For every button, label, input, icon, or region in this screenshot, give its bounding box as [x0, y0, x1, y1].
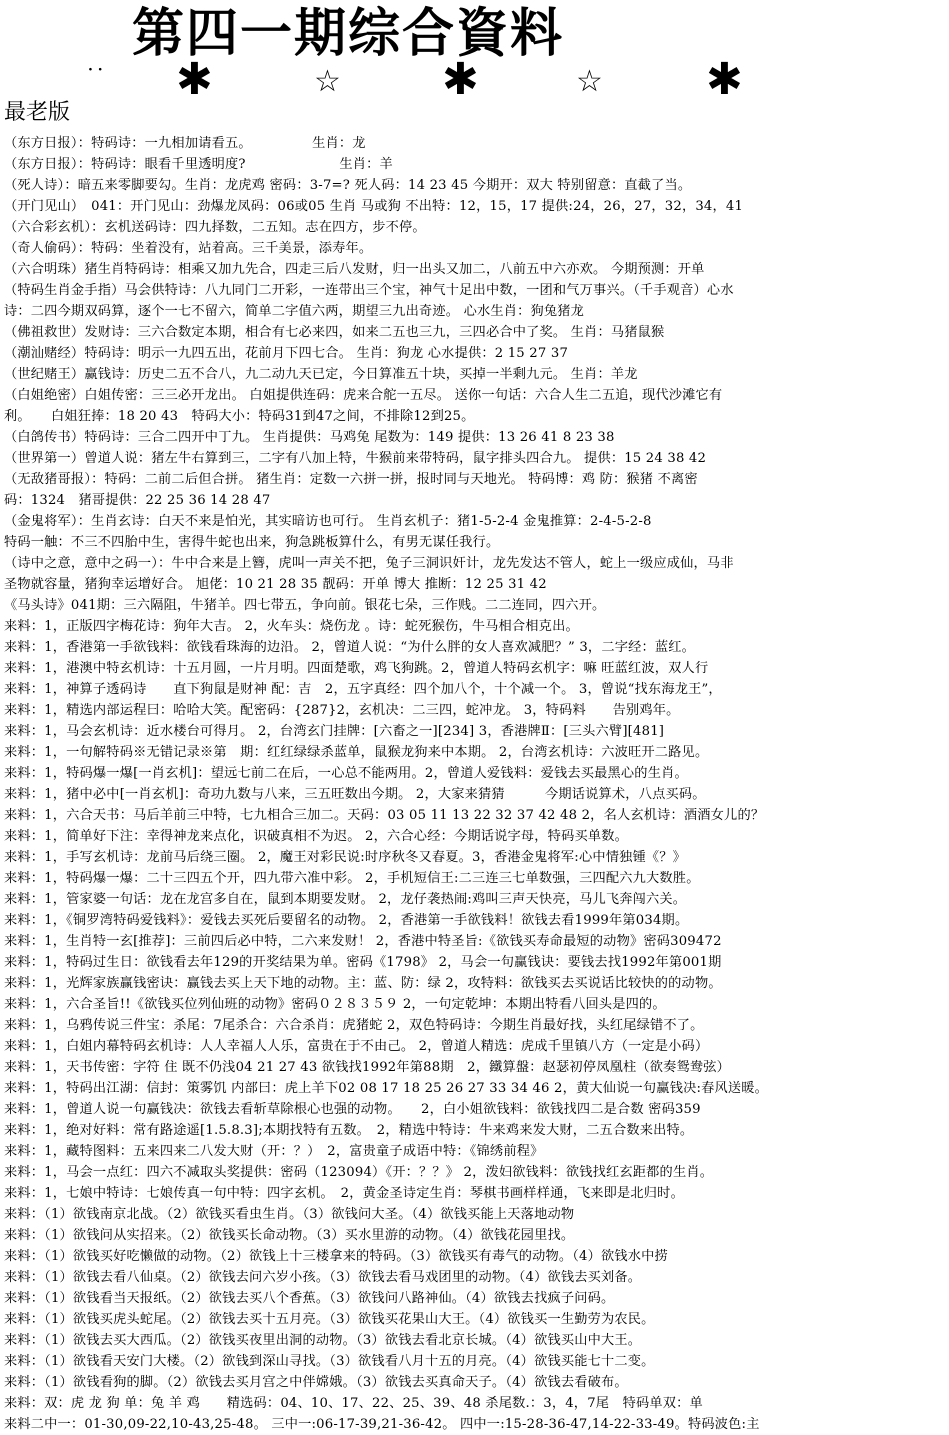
text-line: 来料：1，管家婆一句话：龙在龙宫多自在，鼠到本期要发财。 2，龙仔袭热闹:鸡叫三声天快亮，马儿飞奔闯六关。	[4, 892, 687, 907]
text-line: （东方日报）：特码诗：眼看千里透明度? 生肖：羊	[4, 157, 393, 172]
text-line: （佛祖救世）发财诗：三六合数定本期，相合有七必来四，如来二五也三九，三四必合中了奖。 生肖：马猪鼠猴	[4, 325, 665, 340]
text-line: 来料：1，曾道人说一句赢钱决：欲钱去看斩草除根心也强的动物。 2，白小姐欲钱料：欲钱找四二是合数 密码359	[4, 1102, 701, 1117]
text-line: （世界第一）曾道人说：猪左牛右算到三，二字有八加上特，牛猴前来带特码，鼠字排头四合九。 提供：15 24 38 42	[4, 451, 707, 466]
text-line: 来料：1，正版四字梅花诗：狗年大吉。 2，火车头：烧伤龙 。诗：蛇死猴伤，牛马相合相克出。	[4, 619, 579, 634]
asterisk-icon: ✱	[442, 54, 479, 105]
text-line: （死人诗）：暗五来零脚要勾。生肖：龙虎鸡 密码：3-7=? 死人码：14 23 45 今期开：双大 特别留意：直截了当。	[4, 178, 692, 193]
text-line: 来料：1，手写玄机诗：龙前马后绕三圈。 2，魔王对彩民说:时序秋冬又春夏。3，香港金鬼将军:心中情独锺《？》	[4, 850, 687, 865]
text-line: 来料：（1）欲钱问从实招来。（2）欲钱买长命动物。（3）买水里游的动物。（4）欲钱花园里找。	[4, 1228, 575, 1243]
text-line: 利。 白姐狂捧：18 20 43 特码大小：特码31到47之间，不排除12到25。	[4, 409, 475, 424]
text-line: （无敌猪哥报）：特码：二前二后但合拼。 猪生肖：定数一六拼一拼，报时同与天地光。 特码博：鸡 防：猴猪 不离密	[4, 472, 698, 487]
text-line: 来料：（1）欲钱南京北战。（2）欲钱买看虫生肖。（3）欲钱问大圣。（4）欲钱买能上天落地动物	[4, 1207, 575, 1222]
text-line: （六合明珠）猪生肖特码诗：相乘又加九先合，四走三后八发财，归一出头又加二，八前五中六亦欢。 今期预测：开单	[4, 262, 705, 277]
text-line: 来料：1，六合天书：马后羊前三中特，七九相合三加二。天码：03 05 11 13 22 32 37 42 48 2，名人玄机诗：酒酒女儿的？	[4, 808, 765, 823]
text-line: 来料：1，乌鸦传说三件宝：杀尾：7尾杀合：六合杀肖：虎猪蛇 2，双色特码诗：今期生肖最好找，头红尾绿错不了。	[4, 1018, 704, 1033]
text-line: 特码一触：不三不四胎中生，害得牛蛇也出来，狗急跳板算什么，有男无谋任我行。	[4, 535, 500, 550]
text-line: 来料：双：虎 龙 狗 单：兔 羊 鸡 精选码：04、10、17、22、25、39、48 杀尾数.：3，4，7尾 特码单双：单	[4, 1396, 703, 1411]
text-line: （金鬼将军）：生肖玄诗：白天不来是怕光，其实暗访也可行。 生肖玄机子：猪1-5-2-4 金鬼推算：2-4-5-2-8	[4, 514, 652, 529]
page-title: 第四一期综合資料	[132, 4, 565, 64]
star-outline-icon: ☆	[576, 64, 603, 99]
decorative-dots: · ·	[88, 62, 103, 78]
text-line: 《马头诗》041期：三六隔阻，牛猪羊。四七带五，争向前。银花七朵，三作贱。二二连同，四六开。	[4, 598, 606, 613]
text-line: 来料：1，特码爆一爆：二十三四五个开，四九带六准中彩。 2，手机短信王:二三连三七单数强，三四配六九大数胜。	[4, 871, 700, 886]
text-line: 来料：1，生肖特一玄[推荐]：三前四后必中特，二六来发财！ 2，香港中特圣旨:《欲钱买寿命最短的动物》密码309472	[4, 934, 722, 949]
text-line: 来料：1，光辉家族赢钱密诀：赢钱去买上天下地的动物。主：蓝、防：绿 2，攻特料：欲钱买去买说话比较快的的动物。	[4, 976, 722, 991]
text-line: 来料：1，藏特图料：五来四来二八发大财（开：？） 2，富贵童子成语中特：《锦绣前程》	[4, 1144, 544, 1159]
text-line: 来料：1，绝对好料：常有路途遥[1.5.8.3];本期找特有五数。 2，精选中特诗：牛来鸡来发大财，二五合数来出特。	[4, 1123, 694, 1138]
text-line: 来料：（1）欲钱买好吃懒做的动物。（2）欲钱上十三楼拿来的特码。（3）欲钱买有毒气的动物。（4）欲钱水中捞	[4, 1249, 668, 1264]
text-line: （特码生肖金手指）马会供特诗：八九同门二开彩，一连带出三个宝，神气十足出中数，一团和气万事兴。（千手观音）心水	[4, 283, 734, 298]
text-line: 来料：1，香港第一手欲钱料：欲钱看珠海的边沿。 2，曾道人说：“为什么胖的女人喜欢减肥？” 3，二字经：蓝红。	[4, 640, 696, 655]
text-line: 来料：1，特码过生日：欲钱看去年129的开奖结果为单。密码《1798》 2，马会一句赢钱诀：要钱去找1992年第001期	[4, 955, 722, 970]
text-line: 来料二中一：01-30,09-22,10-43,25-48。 三中一:06-17-39,21-36-42。 四中一:15-28-36-47,14-22-33-49。特码波色:主	[4, 1417, 760, 1432]
text-line: 来料：1，猪中必中[一肖玄机]：奇功九数与八来，三五旺数出今期。 2，大家来猜猜 今期话说算术，八点买码。	[4, 787, 706, 802]
asterisk-icon: ✱	[176, 54, 213, 105]
text-line: 来料：1，特码爆一爆[一肖玄机]：望远七前二在后，一心总不能两用。2，曾道人爱钱料：爱钱去买最黑心的生肖。	[4, 766, 688, 781]
text-line: （东方日报）：特码诗：一九相加请看五。 生肖：龙	[4, 136, 366, 151]
text-line: 来料：1，一句解特码※无错记录※第 期：红红绿绿杀蓝单，鼠猴龙狗来中本期。 2，台湾玄机诗：六波旺开二路见。	[4, 745, 709, 760]
text-line: 来料：（1）欲钱去看八仙桌。（2）欲钱去问六岁小孩。（3）欲钱去看马戏团里的动物。（4）欲钱去买刘备。	[4, 1270, 642, 1285]
text-line: 来料：1，马会一点红：四六不减取头奖提供：密码（123094）《开：？？》 2，泼妇欲钱料：欲钱找红玄距都的生肖。	[4, 1165, 714, 1180]
content-lines	[4, 133, 944, 1435]
text-line: （奇人偷码）：特码：坐着没有，站着高。三千美景，添寿年。	[4, 241, 373, 256]
edition-label: 最老版	[4, 100, 71, 125]
text-line: （白鸽传书）特码诗：三合二四开中丁九。 生肖提供：马鸡兔 尾数为：149 提供：13 26 41 8 23 38	[4, 430, 615, 445]
text-line: 来料：1，简单好下注：幸得神龙来点化，识破真相不为迟。 2，六合心经：今期话说字母，特码买单数。	[4, 829, 629, 844]
text-line: 来料：1，神算子透码诗 直下狗鼠是财神 配：吉 2，五字真经：四个加八个，十个减一个。 3，曾说“找东海龙王”，	[4, 682, 722, 697]
text-line: （六合彩玄机）：玄机送码诗：四九择数，二五知。志在四方，步不停。	[4, 220, 426, 235]
text-line: 来料：1，天书传密：字符 住 既不仍浅04 21 27 43 欲钱找1992年第88期 2，鐵算盤：赵瑟初停凤凰柱（欲奏鸳鸯弦）	[4, 1060, 731, 1075]
text-line: （白姐绝密）白姐传密：三三必开龙出。 白姐提供连码：虎来合舵一五尽。 送你一句话：六合人生二五追，现代沙滩它有	[4, 388, 723, 403]
text-line: 来料：（1）欲钱看狗的脚。（2）欲钱去买月宫之中伴嫦娥。（3）欲钱去买真命天子。（4）欲钱去看破布。	[4, 1375, 628, 1390]
star-outline-icon: ☆	[314, 64, 341, 99]
text-line: 来料：1，六合圣旨!!《欲钱买位列仙班的动物》密码０２８３５９ 2，一句定乾坤：本期出特看八回头是四的。	[4, 997, 666, 1012]
text-line: （开门见山） 041：开门见山：劲爆龙凤码：06或05 生肖 马或狗 不出特：12，15，17 提供:24，26，27，32，34，41	[4, 199, 744, 214]
text-line: 来料：1，港澳中特玄机诗：十五月圆，一片月明。四面楚歌，鸡飞狗跳。2，曾道人特码玄机字：嘛 旺蓝红波，双人行	[4, 661, 709, 676]
text-line: 来料：1，七娘中特诗：七娘传真一句中特：四字玄机。 2，黄金圣诗定生肖：琴棋书画样样通，飞来即是北归时。	[4, 1186, 684, 1201]
asterisk-icon: ✱	[706, 54, 743, 105]
text-line: 来料：1，精选内部运程曰：哈哈大笑。配密码：{287}2，玄机决：二三四，蛇冲龙。 3，特码料 告别鸡年。	[4, 703, 680, 718]
text-line: 来料：（1）欲钱看天安门大楼。（2）欲钱到深山寻找。（3）欲钱看八月十五的月亮。（4）欲钱买能七十二变。	[4, 1354, 655, 1369]
text-line: （诗中之意，意中之码一）：牛中合来是上簪，虎叫一声关不把，兔子三洞识奸计，龙先发达不管人，蛇上一级应成仙，马非	[4, 556, 734, 571]
text-line: 诗：二四今期双码算，逐个一七不留六，简单二字值六两，期望三九出奇迹。 心水生肖：狗兔猪龙	[4, 304, 585, 319]
text-line: （潮汕赌经）特码诗：明示一九四五出，花前月下四七合。 生肖：狗龙 心水提供：2 15 27 37	[4, 346, 569, 361]
text-line: 码：1324 猪哥提供：22 25 36 14 28 47	[4, 493, 271, 508]
text-line: 来料：（1）欲钱去买大西瓜。（2）欲钱买夜里出洞的动物。（3）欲钱去看北京长城。（4）欲钱买山中大王。	[4, 1333, 642, 1348]
text-line: （世纪赌王）赢钱诗：历史二五不合八，九二动九天已定，今日算准五十块，买掉一半剩九元。 生肖：羊龙	[4, 367, 638, 382]
text-line: 圣物就容量，猪狗幸运增好合。 旭佬：10 21 28 35 靓码：开单 博大 推断：12 25 31 42	[4, 577, 547, 592]
star-row	[176, 54, 776, 105]
text-line: 来料：1，白姐内幕特码玄机诗：人人幸福人人乐，富贵在于不由己。 2，曾道人精选：虎成千里镇八方（一定是小码）	[4, 1039, 709, 1054]
text-line: 来料：1，马会玄机诗：近水楼台可得月。 2，台湾玄门挂牌：[六畜之一][234] 3，香港牌Ⅱ：[三头六臂][481]	[4, 724, 665, 739]
text-line: 来料：1，特码出江湖：信封：策雾饥 内部曰：虎上羊下02 08 17 18 25 26 27 33 34 46 2，黄大仙说一句赢钱决:春风送暖。	[4, 1081, 769, 1096]
text-line: 来料：（1）欲钱看当天报纸。（2）欲钱去买八个香蕉。（3）欲钱问八路神仙。（4）欲钱去找疯子问码。	[4, 1291, 615, 1306]
text-line: 来料：（1）欲钱买虎头蛇尾。（2）欲钱去买十五月亮。（3）欲钱买花果山大王。（4）欲钱买一生勤劳为农民。	[4, 1312, 655, 1327]
text-line: 来料：1，《铜罗湾特码爱钱料》：爱钱去买死后要留名的动物。 2，香港第一手欲钱料！欲钱去看1999年第034期。	[4, 913, 689, 928]
